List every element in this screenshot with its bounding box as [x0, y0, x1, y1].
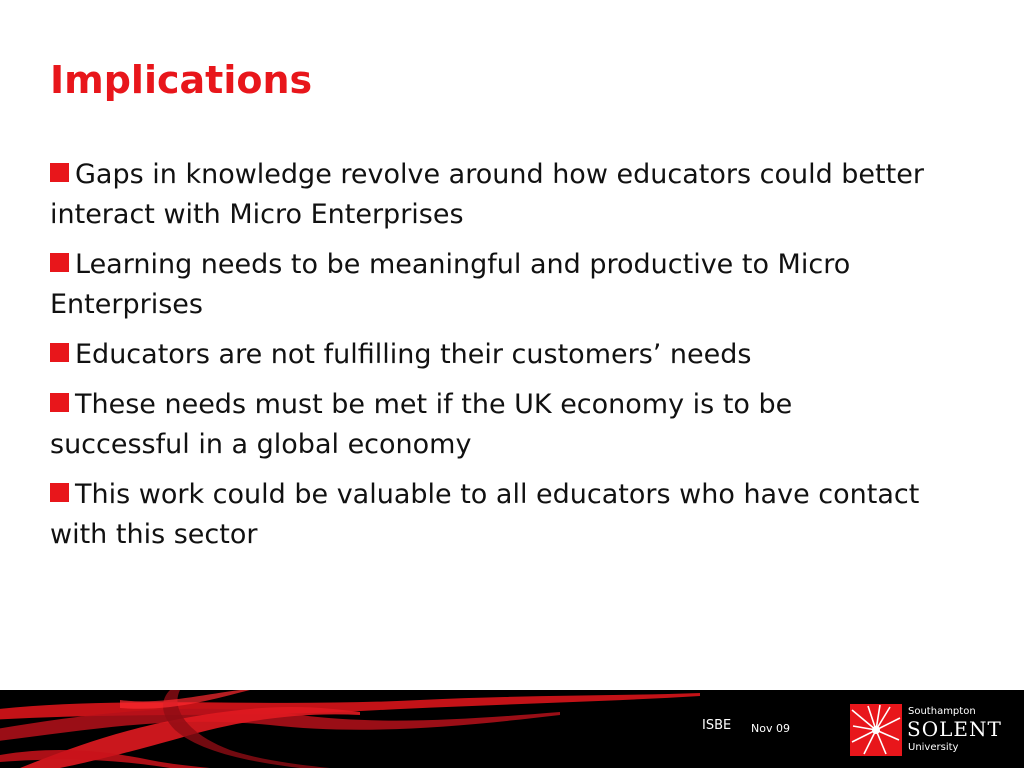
logo-line-solent: SOLENT	[907, 717, 1002, 741]
bullet-text: Learning needs to be meaningful and productive to Micro Enterprises	[50, 249, 851, 320]
bullet-item	[50, 335, 930, 375]
red-square-bullet-icon	[50, 343, 69, 362]
red-swoosh-decoration	[0, 690, 700, 768]
bullet-text: Educators are not fulfilling their customers’ needs	[75, 339, 752, 370]
logo-line-southampton: Southampton	[908, 706, 976, 717]
bullet-list	[50, 155, 930, 565]
footer-organization: ISBE	[702, 718, 732, 733]
slide-title: Implications	[50, 58, 313, 102]
footer-date: Nov 09	[751, 722, 790, 735]
bullet-item	[50, 155, 930, 235]
bullet-item	[50, 475, 930, 555]
red-square-bullet-icon	[50, 253, 69, 272]
bullet-text: These needs must be met if the UK economy is to be successful in a global economy	[50, 389, 793, 460]
red-square-bullet-icon	[50, 163, 69, 182]
bullet-item	[50, 385, 930, 465]
red-square-bullet-icon	[50, 393, 69, 412]
bullet-text: Gaps in knowledge revolve around how educators could better interact with Micro Enterprises	[50, 159, 924, 230]
bullet-item	[50, 245, 930, 325]
starburst-logo-icon	[850, 704, 902, 756]
footer-bar	[0, 690, 1024, 768]
bullet-text: This work could be valuable to all educators who have contact with this sector	[50, 479, 920, 550]
university-logo	[850, 704, 1020, 756]
red-square-bullet-icon	[50, 483, 69, 502]
logo-line-university: University	[908, 742, 959, 753]
